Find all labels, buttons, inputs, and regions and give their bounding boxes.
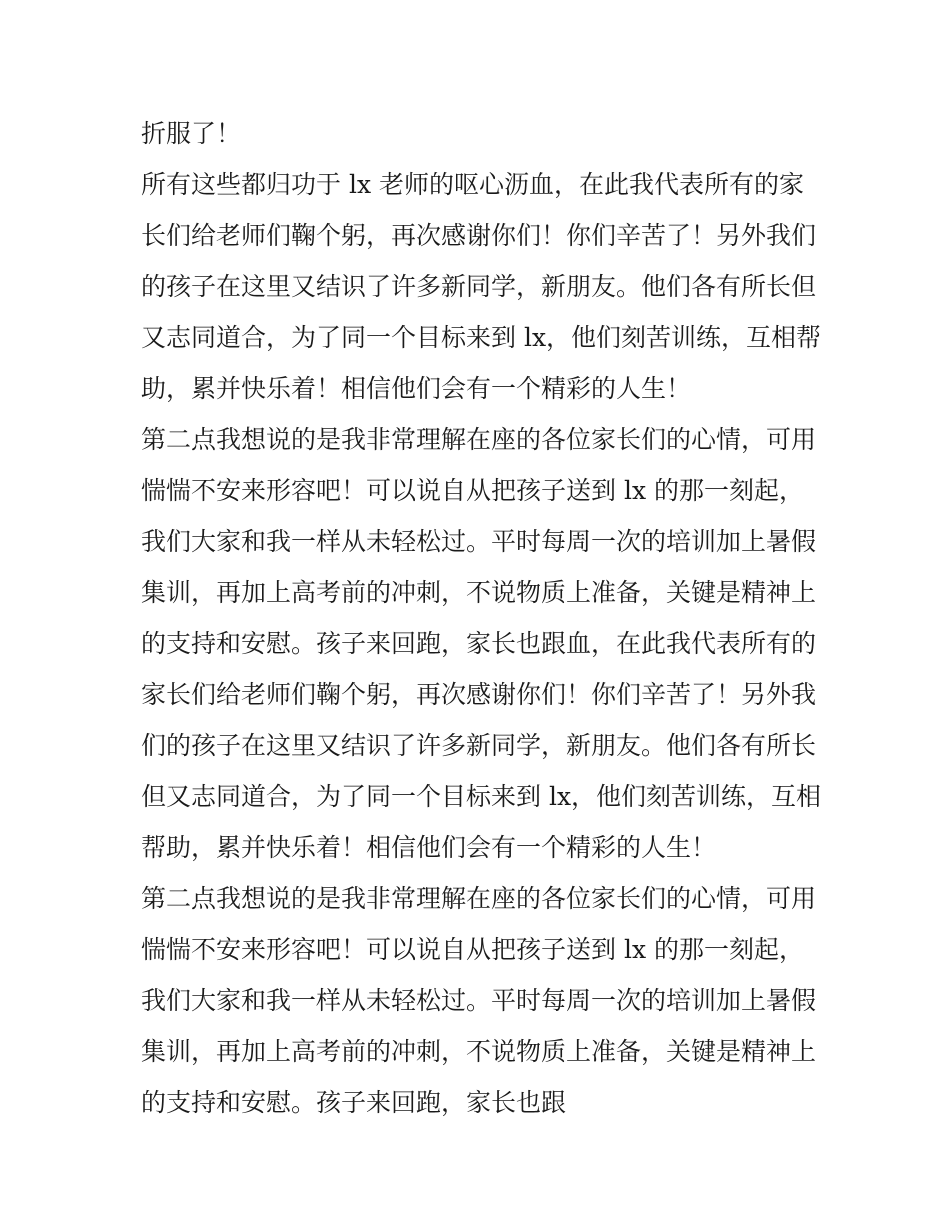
text-line: 所有这些都归功于 lx 老师的呕心沥血，在此我代表所有的家	[141, 170, 804, 199]
text-line: 家长们给老师们鞠个躬，再次感谢你们！你们辛苦了！另外我	[141, 680, 817, 709]
text-line: 第二点我想说的是我非常理解在座的各位家长们的心情，可用	[141, 425, 817, 454]
text-line: 们的孩子在这里又结识了许多新同学，新朋友。他们各有所长	[141, 731, 817, 760]
text-line: 第二点我想说的是我非常理解在座的各位家长们的心情，可用	[141, 884, 817, 913]
text-line: 我们大家和我一样从未轻松过。平时每周一次的培训加上暑假	[141, 986, 817, 1015]
text-line: 惴惴不安来形容吧！可以说自从把孩子送到 lx 的那一刻起，	[141, 476, 804, 505]
text-line: 但又志同道合，为了同一个目标来到 lx，他们刻苦训练，互相	[141, 782, 822, 811]
text-line: 折服了！	[141, 119, 242, 148]
text-line: 的支持和安慰。孩子来回跑，家长也跟	[141, 1088, 567, 1117]
text-line: 集训，再加上高考前的冲刺，不说物质上准备，关键是精神上	[141, 1037, 817, 1066]
text-line: 长们给老师们鞠个躬，再次感谢你们！你们辛苦了！另外我们	[141, 221, 817, 250]
body-text	[141, 108, 821, 1128]
text-line: 惴惴不安来形容吧！可以说自从把孩子送到 lx 的那一刻起，	[141, 935, 804, 964]
text-line: 又志同道合，为了同一个目标来到 lx，他们刻苦训练，互相帮	[141, 323, 822, 352]
text-line: 的孩子在这里又结识了许多新同学，新朋友。他们各有所长但	[141, 272, 817, 301]
text-line: 的支持和安慰。孩子来回跑，家长也跟血，在此我代表所有的	[141, 629, 817, 658]
text-line: 帮助，累并快乐着！相信他们会有一个精彩的人生！	[141, 833, 717, 862]
text-line: 集训，再加上高考前的冲刺，不说物质上准备，关键是精神上	[141, 578, 817, 607]
text-line: 我们大家和我一样从未轻松过。平时每周一次的培训加上暑假	[141, 527, 817, 556]
text-line: 助，累并快乐着！相信他们会有一个精彩的人生！	[141, 374, 692, 403]
